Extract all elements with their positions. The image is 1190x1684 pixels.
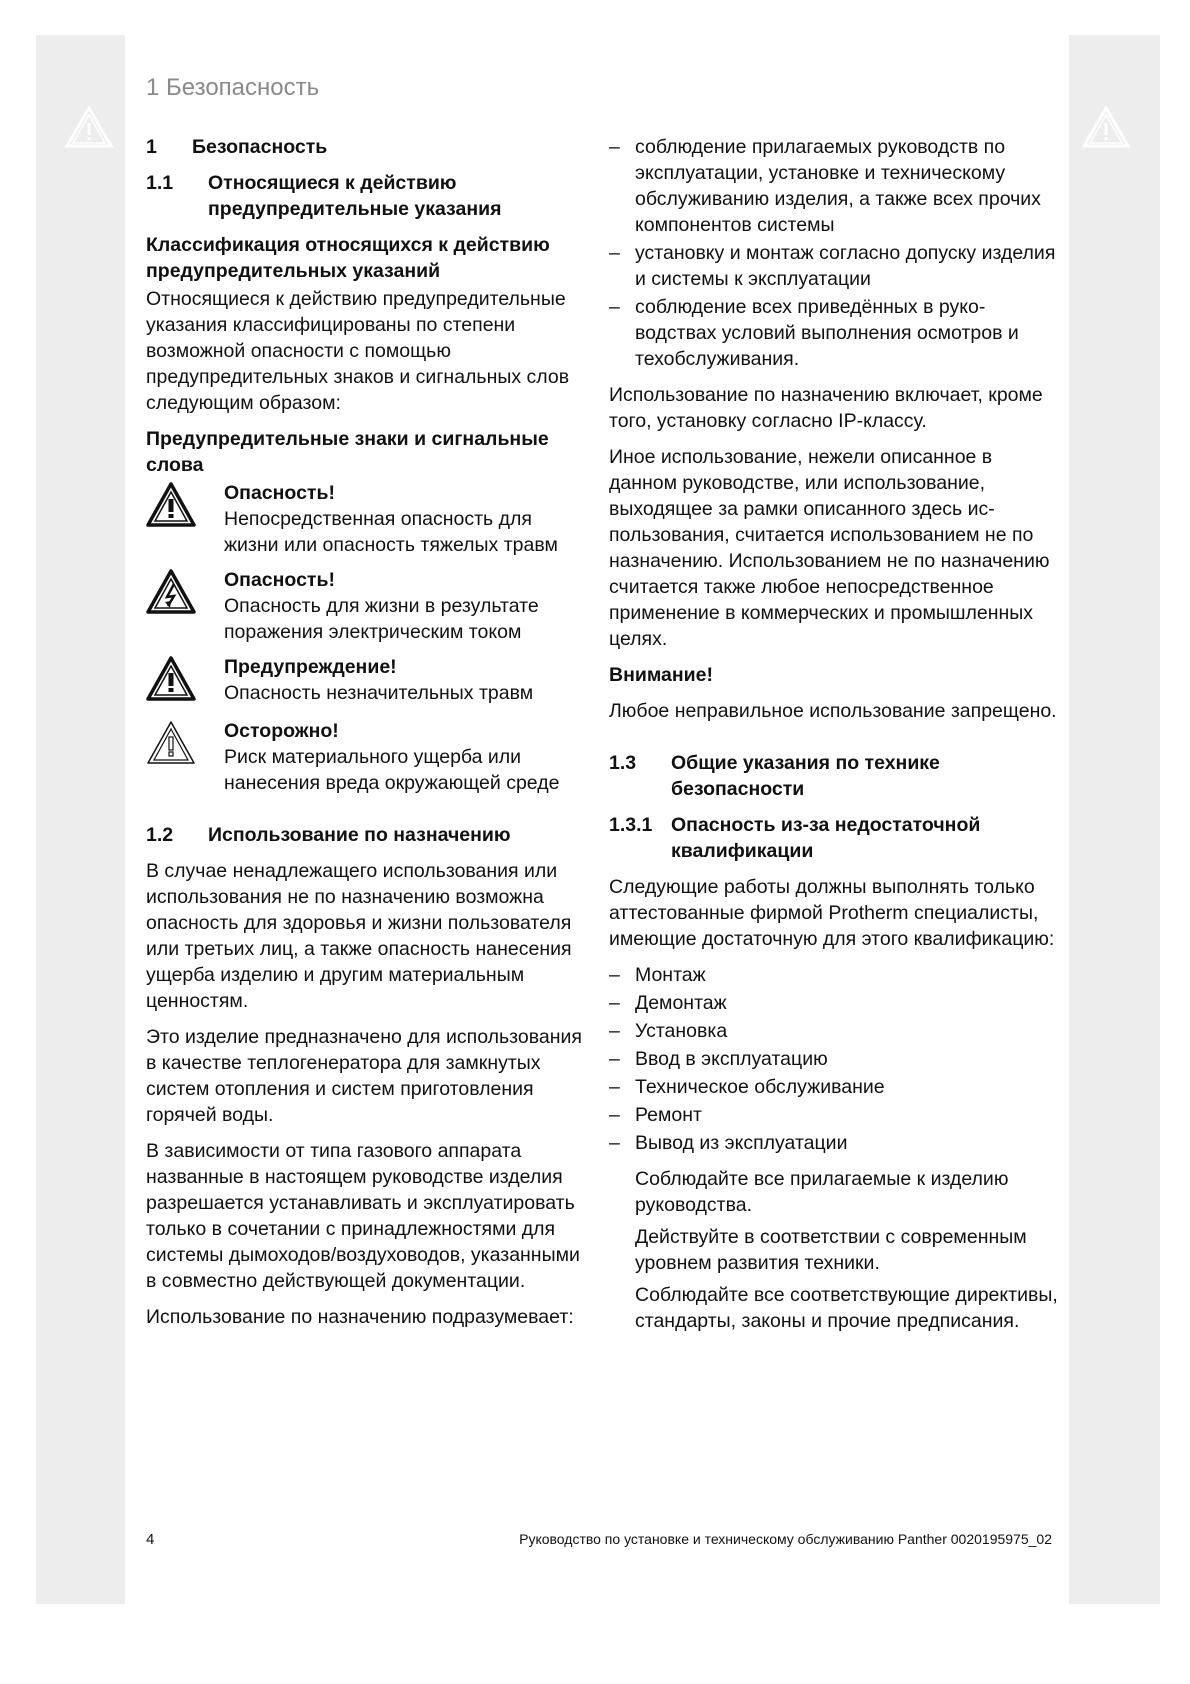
warning-title: Опасность! <box>224 482 335 504</box>
warning-title: Предупреждение! <box>224 656 397 678</box>
classification-title: Классификация относящихся к действию предупредительных указаний <box>146 234 550 282</box>
paragraph-ip: Использование по назначению включает, кроме того, установку согласно IP-классу. <box>609 384 1043 432</box>
warning-electric <box>146 567 586 645</box>
instruction: Соблюдайте все прилагаемые к изделию руководства. <box>635 1168 1009 1216</box>
paragraph-other-use: Иное использование, нежели описанное в данном руководстве, или использование, выходящее за рамки описанного здесь использования, считается использованием не по назначению. Использованием не по назначению считается также любое непосредственное применение в коммерческих и промышленных целях. <box>609 446 1050 650</box>
warning-notice <box>146 718 586 796</box>
section-heading-1-3: 1.3 Общие указания по технике безопасности <box>609 752 940 800</box>
section-heading-1-1: 1.1 Относящиеся к действию предупредительные указания <box>146 172 502 220</box>
signs-title: Предупредительные знаки и сигнальные слова <box>146 428 549 476</box>
right-margin-band <box>1069 35 1160 1604</box>
instruction: Соблюдайте все соответствующие директивы, стандарты, законы и прочие предписания. <box>635 1284 1058 1332</box>
warning-title: Осторожно! <box>224 720 339 742</box>
warning-triangle-icon <box>64 105 114 149</box>
paragraph: В зависимости от типа газового аппарата названные в настоящем руководстве изделия разрешается устанавливать и эксплуатировать только в сочетании с принадлежностями для системы дымоходов/воздуховодов, указанными в совместно действующей документации. <box>146 1140 580 1292</box>
list-item: – Техническое обслуживание <box>609 1074 1059 1100</box>
attention-title: Внимание! <box>609 664 713 686</box>
usage-list <box>609 134 1059 372</box>
section-heading-1: 1 Безопасность <box>146 136 328 158</box>
warning-text: Опасность для жизни в результате поражения электрическим током <box>224 595 539 643</box>
list-item: – Ввод в эксплуатацию <box>609 1046 1059 1072</box>
electric-shock-icon <box>146 569 196 615</box>
classification-text: Относящиеся к действию предупредительные указания классифицированы по степени возможной опасности с помощью предупредительных знаков и сигнальных слов следующим образом: <box>146 288 570 414</box>
list-item: – Ремонт <box>609 1102 1059 1128</box>
warning-caution <box>146 654 586 709</box>
list-item: – Установка <box>609 1018 1059 1044</box>
document-title: Руководство по установке и техническому обслуживанию Panther 0020195975_02 <box>519 1531 1052 1547</box>
danger-icon <box>146 482 196 528</box>
warning-title: Опасность! <box>224 569 335 591</box>
list-item: – Вывод из эксплуатации <box>609 1130 1059 1156</box>
right-column <box>609 134 1059 1340</box>
attention-text: Любое неправильное использование запрещено. <box>609 700 1057 722</box>
warning-text: Риск материального ущерба или нанесения вреда окружающей среде <box>224 746 560 794</box>
warning-text: Непосредственная опасность для жизни или опасность тяжелых травм <box>224 508 558 556</box>
left-margin-band <box>36 35 125 1604</box>
warning-icon <box>146 656 196 702</box>
list-item: – соблюдение прилагаемых руководств по эксплуатации, установке и техническому обслуживанию изделия, а также всех прочих компонентов системы <box>609 134 1059 238</box>
paragraph: В случае ненадлежащего использования или использования не по назначению возможна опасность для здоровья и жизни пользователя или третьих лиц, а также опасность нанесения ущерба изделию и другим материальным ценностям. <box>146 860 572 1012</box>
notice-icon <box>146 720 196 766</box>
instruction: Действуйте в соответствии с современным уровнем развития техники. <box>635 1226 1027 1274</box>
left-column <box>146 134 586 1340</box>
warning-text: Опасность незначительных травм <box>224 682 534 704</box>
works-list <box>609 962 1059 1156</box>
warning-triangle-icon <box>1081 105 1131 149</box>
paragraph-qualification: Следующие работы должны выполнять только аттестованные фирмой Protherm специалисты, имеющие достаточную для этого квалификацию: <box>609 876 1055 950</box>
section-heading-1-3-1: 1.3.1 Опасность из-за недостаточной квалификации <box>609 814 981 862</box>
list-item: – Монтаж <box>609 962 1059 988</box>
section-heading-1-2: 1.2 Использование по назначению <box>146 824 511 846</box>
page-number: 4 <box>146 1531 155 1548</box>
paragraph: Это изделие предназначено для использования в качестве теплогенератора для замкнутых систем отопления и систем приготовления горячей воды. <box>146 1026 582 1126</box>
list-item: – соблюдение всех приведённых в руководствах условий выполнения осмотров и техобслуживания. <box>609 294 1059 372</box>
warning-danger <box>146 480 586 558</box>
paragraph: Использование по назначению подразумевает: <box>146 1306 574 1328</box>
list-item: – установку и монтаж согласно допуску изделия и системы к эксплуатации <box>609 240 1059 292</box>
instructions <box>609 1166 1059 1334</box>
running-head: 1 Безопасность <box>146 74 320 101</box>
list-item: – Демонтаж <box>609 990 1059 1016</box>
